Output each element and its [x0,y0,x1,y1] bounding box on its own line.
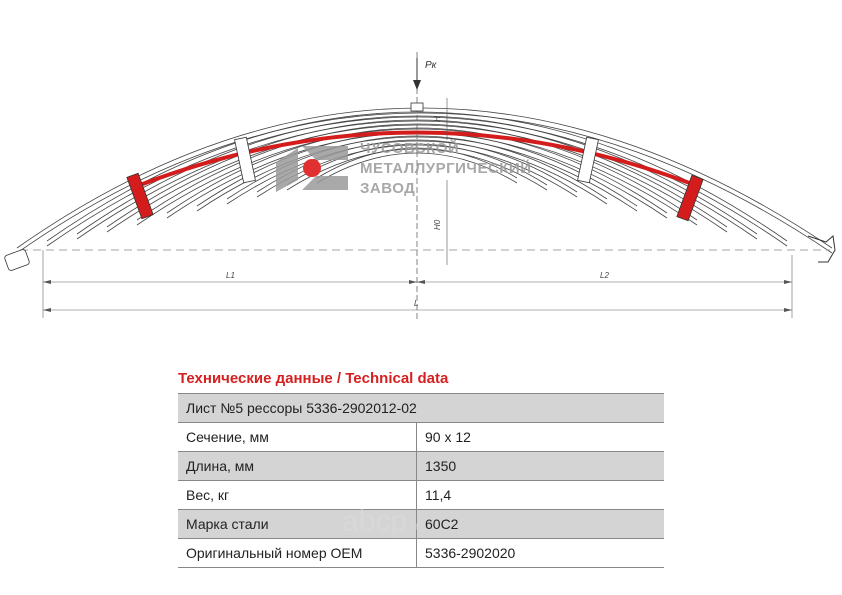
spec-value: 5336-2902020 [417,539,665,568]
arrow-tip [784,308,792,312]
site-watermark-main: abcp [342,505,408,538]
factory-logo-icon [272,140,352,196]
spec-value: 90 x 12 [417,423,665,452]
l-label: L [414,299,419,308]
spec-value: 1350 [417,452,665,481]
site-watermark-suffix: .ru [407,518,424,534]
h-label: H [433,116,442,122]
table-row [178,539,664,568]
arrow-tip [409,280,417,284]
l2-label: L2 [600,271,609,280]
arrow-tip [784,280,792,284]
spec-label: Марка стали [178,510,417,539]
site-watermark [342,505,423,539]
spec-value: 11,4 [417,481,665,510]
spec-label: Сечение, мм [178,423,417,452]
factory-watermark [272,140,602,200]
spec-header: Лист №5 рессоры 5336-2902012-02 [178,394,664,423]
arrow-tip [43,280,51,284]
spec-title: Технические данные / Technical data [178,370,449,387]
load-arrow-head [413,80,421,90]
table-row [178,423,664,452]
arrow-tip [43,308,51,312]
l1-label: L1 [226,271,235,280]
load-label: Pк [425,60,437,71]
spec-table [178,393,664,568]
spec-header-row [178,394,664,423]
center-bolt [411,103,423,111]
watermark-line-2: МЕТАЛЛУРГИЧЕСКИЙ [360,160,532,177]
spec-label: Вес, кг [178,481,417,510]
spec-value: 60С2 [417,510,665,539]
spec-label: Оригинальный номер OEM [178,539,417,568]
arrow-tip [417,280,425,284]
h0-label: H0 [433,219,442,230]
table-row [178,452,664,481]
watermark-line-3: ЗАВОД [360,180,416,197]
left-spring-eye [4,249,30,272]
watermark-line-1: ЧУСОВСКОЙ [360,140,460,157]
spec-label: Длина, мм [178,452,417,481]
